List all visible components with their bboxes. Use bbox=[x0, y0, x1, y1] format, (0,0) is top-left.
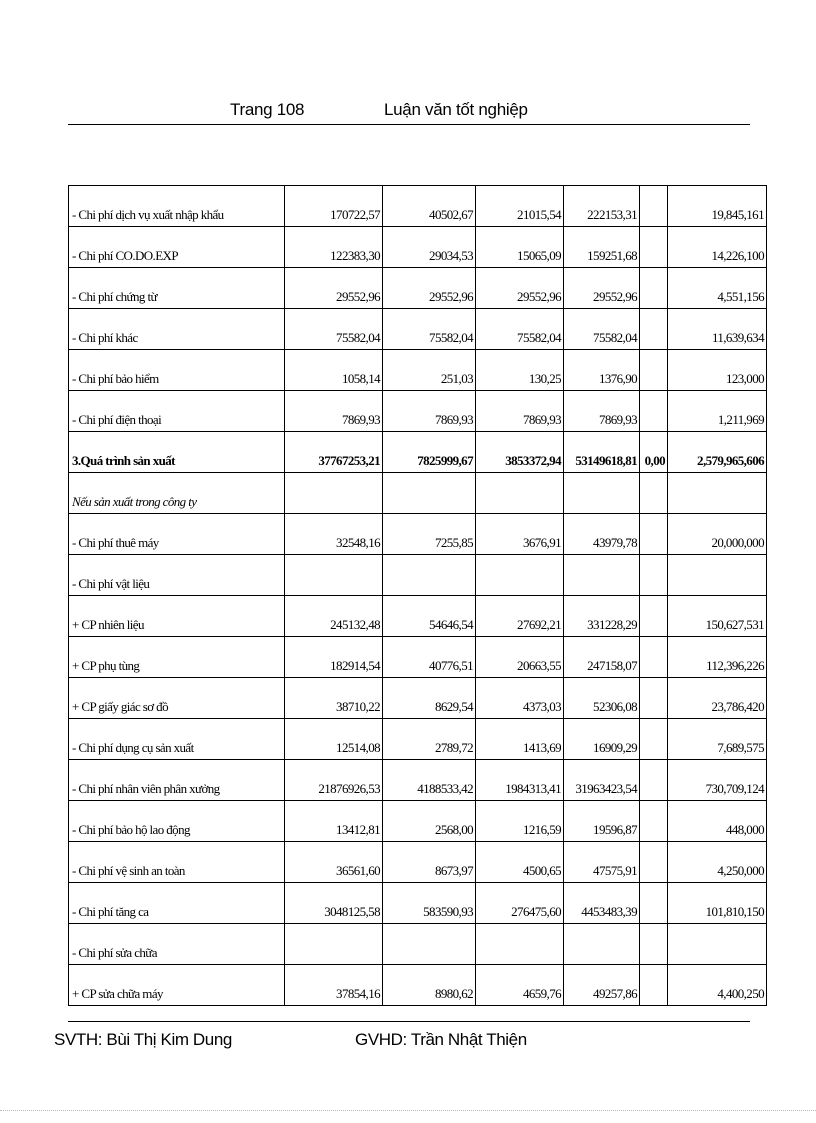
cell-value: 7869,93 bbox=[476, 391, 564, 432]
row-label: + CP phụ tùng bbox=[69, 637, 285, 678]
row-label: + CP sửa chữa máy bbox=[69, 965, 285, 1006]
cell-value: 2789,72 bbox=[383, 719, 476, 760]
cell-value: 1376,90 bbox=[564, 350, 640, 391]
cell-value: 16909,29 bbox=[564, 719, 640, 760]
row-label: - Chi phí nhân viên phân xưởng bbox=[69, 760, 285, 801]
cell-value: 4,250,000 bbox=[668, 842, 767, 883]
cell-value: 75582,04 bbox=[285, 309, 383, 350]
cell-value: 112,396,226 bbox=[668, 637, 767, 678]
cell-value bbox=[476, 924, 564, 965]
cell-value bbox=[564, 924, 640, 965]
cell-value: 8629,54 bbox=[383, 678, 476, 719]
document-title: Luận văn tốt nghiệp bbox=[384, 100, 528, 119]
cell-value: 159251,68 bbox=[564, 227, 640, 268]
cell-value: 14,226,100 bbox=[668, 227, 767, 268]
cell-value bbox=[640, 309, 668, 350]
cell-value bbox=[640, 678, 668, 719]
cell-value bbox=[640, 637, 668, 678]
cell-value: 1058,14 bbox=[285, 350, 383, 391]
cell-value: 2,579,965,606 bbox=[668, 432, 767, 473]
cell-value: 8673,97 bbox=[383, 842, 476, 883]
cell-value: 3676,91 bbox=[476, 514, 564, 555]
cell-value: 75582,04 bbox=[383, 309, 476, 350]
cell-value bbox=[640, 760, 668, 801]
cell-value: 20663,55 bbox=[476, 637, 564, 678]
cell-value: 36561,60 bbox=[285, 842, 383, 883]
cell-value: 40776,51 bbox=[383, 637, 476, 678]
cell-value: 32548,16 bbox=[285, 514, 383, 555]
cell-value: 4,551,156 bbox=[668, 268, 767, 309]
cell-value: 75582,04 bbox=[476, 309, 564, 350]
cell-value: 8980,62 bbox=[383, 965, 476, 1006]
cell-value: 37854,16 bbox=[285, 965, 383, 1006]
cell-value: 247158,07 bbox=[564, 637, 640, 678]
page-number: Trang 108 bbox=[230, 100, 305, 119]
cell-value bbox=[285, 924, 383, 965]
row-label: - Chi phí bảo hiểm bbox=[69, 350, 285, 391]
cell-value: 448,000 bbox=[668, 801, 767, 842]
table-row bbox=[69, 268, 767, 309]
cell-value: 29552,96 bbox=[383, 268, 476, 309]
cell-value: 29552,96 bbox=[476, 268, 564, 309]
cell-value bbox=[640, 350, 668, 391]
table-row bbox=[69, 309, 767, 350]
row-label: - Chi phí dụng cụ sản xuất bbox=[69, 719, 285, 760]
page-edge-divider bbox=[0, 1110, 816, 1111]
table-row bbox=[69, 473, 767, 514]
cell-value: 4500,65 bbox=[476, 842, 564, 883]
cell-value: 19596,87 bbox=[564, 801, 640, 842]
table-row bbox=[69, 555, 767, 596]
cell-value: 29552,96 bbox=[564, 268, 640, 309]
cell-value: 38710,22 bbox=[285, 678, 383, 719]
cell-value: 123,000 bbox=[668, 350, 767, 391]
row-label: + CP giấy giác sơ đồ bbox=[69, 678, 285, 719]
cell-value: 1,211,969 bbox=[668, 391, 767, 432]
cell-value bbox=[640, 555, 668, 596]
cell-value: 19,845,161 bbox=[668, 186, 767, 227]
cell-value: 12514,08 bbox=[285, 719, 383, 760]
cell-value bbox=[668, 473, 767, 514]
cost-table bbox=[68, 185, 767, 1006]
row-label: Nếu sản xuất trong công ty bbox=[69, 473, 285, 514]
table-row bbox=[69, 760, 767, 801]
cell-value: 2568,00 bbox=[383, 801, 476, 842]
table-row bbox=[69, 637, 767, 678]
cell-value bbox=[640, 473, 668, 514]
cell-value: 54646,54 bbox=[383, 596, 476, 637]
table-row bbox=[69, 514, 767, 555]
cell-value: 3048125,58 bbox=[285, 883, 383, 924]
cell-value bbox=[640, 268, 668, 309]
cell-value: 7869,93 bbox=[383, 391, 476, 432]
cell-value: 7255,85 bbox=[383, 514, 476, 555]
cell-value: 1984313,41 bbox=[476, 760, 564, 801]
cell-value: 245132,48 bbox=[285, 596, 383, 637]
table-row bbox=[69, 965, 767, 1006]
cell-value: 222153,31 bbox=[564, 186, 640, 227]
cell-value: 122383,30 bbox=[285, 227, 383, 268]
cell-value bbox=[383, 555, 476, 596]
row-label: - Chi phí điện thoại bbox=[69, 391, 285, 432]
cell-value: 40502,67 bbox=[383, 186, 476, 227]
cell-value: 20,000,000 bbox=[668, 514, 767, 555]
cell-value bbox=[668, 924, 767, 965]
row-label: - Chi phí bảo hộ lao động bbox=[69, 801, 285, 842]
row-label: - Chi phí khác bbox=[69, 309, 285, 350]
cell-value bbox=[640, 391, 668, 432]
cell-value: 13412,81 bbox=[285, 801, 383, 842]
cell-value: 130,25 bbox=[476, 350, 564, 391]
page-footer bbox=[54, 1021, 750, 1049]
cell-value bbox=[476, 555, 564, 596]
table-body bbox=[69, 186, 767, 1006]
cell-value: 37767253,21 bbox=[285, 432, 383, 473]
table-row bbox=[69, 883, 767, 924]
cell-value: 27692,21 bbox=[476, 596, 564, 637]
cell-value: 15065,09 bbox=[476, 227, 564, 268]
advisor-name: GVHD: Trần Nhật Thiện bbox=[355, 1030, 527, 1049]
cell-value bbox=[640, 801, 668, 842]
cell-value bbox=[640, 924, 668, 965]
cell-value: 276475,60 bbox=[476, 883, 564, 924]
cell-value bbox=[383, 924, 476, 965]
table-row bbox=[69, 227, 767, 268]
cell-value bbox=[564, 473, 640, 514]
cell-value: 251,03 bbox=[383, 350, 476, 391]
row-label: - Chi phí vệ sinh an toàn bbox=[69, 842, 285, 883]
row-label: - Chi phí chứng từ bbox=[69, 268, 285, 309]
table-row bbox=[69, 801, 767, 842]
cell-value: 7869,93 bbox=[564, 391, 640, 432]
row-label: - Chi phí sửa chữa bbox=[69, 924, 285, 965]
cell-value: 583590,93 bbox=[383, 883, 476, 924]
cell-value bbox=[640, 883, 668, 924]
cell-value bbox=[383, 473, 476, 514]
cell-value bbox=[640, 514, 668, 555]
table-row bbox=[69, 596, 767, 637]
cell-value: 53149618,81 bbox=[564, 432, 640, 473]
cell-value: 47575,91 bbox=[564, 842, 640, 883]
cell-value: 7,689,575 bbox=[668, 719, 767, 760]
cell-value: 7869,93 bbox=[285, 391, 383, 432]
cell-value: 43979,78 bbox=[564, 514, 640, 555]
cell-value: 150,627,531 bbox=[668, 596, 767, 637]
cell-value: 21876926,53 bbox=[285, 760, 383, 801]
cell-value bbox=[668, 555, 767, 596]
row-label: - Chi phí vật liệu bbox=[69, 555, 285, 596]
cell-value: 0,00 bbox=[640, 432, 668, 473]
cell-value: 182914,54 bbox=[285, 637, 383, 678]
cell-value: 49257,86 bbox=[564, 965, 640, 1006]
row-label: - Chi phí CO.DO.EXP bbox=[69, 227, 285, 268]
table-row bbox=[69, 678, 767, 719]
table-row bbox=[69, 186, 767, 227]
cell-value: 1216,59 bbox=[476, 801, 564, 842]
cell-value bbox=[640, 842, 668, 883]
table-row bbox=[69, 719, 767, 760]
cell-value: 170722,57 bbox=[285, 186, 383, 227]
table-row bbox=[69, 350, 767, 391]
cell-value bbox=[640, 596, 668, 637]
cell-value bbox=[564, 555, 640, 596]
page-header bbox=[68, 96, 750, 125]
cell-value: 23,786,420 bbox=[668, 678, 767, 719]
row-label: + CP nhiên liệu bbox=[69, 596, 285, 637]
cell-value bbox=[640, 227, 668, 268]
student-name: SVTH: Bùi Thị Kim Dung bbox=[54, 1030, 232, 1049]
cell-value: 730,709,124 bbox=[668, 760, 767, 801]
cell-value bbox=[285, 555, 383, 596]
table-row bbox=[69, 391, 767, 432]
cell-value: 21015,54 bbox=[476, 186, 564, 227]
cell-value: 101,810,150 bbox=[668, 883, 767, 924]
table-row bbox=[69, 924, 767, 965]
row-label: - Chi phí thuê máy bbox=[69, 514, 285, 555]
cell-value: 75582,04 bbox=[564, 309, 640, 350]
cell-value: 4659,76 bbox=[476, 965, 564, 1006]
cell-value: 4453483,39 bbox=[564, 883, 640, 924]
cell-value: 331228,29 bbox=[564, 596, 640, 637]
cell-value: 3853372,94 bbox=[476, 432, 564, 473]
cell-value bbox=[285, 473, 383, 514]
cell-value bbox=[476, 473, 564, 514]
cell-value: 29552,96 bbox=[285, 268, 383, 309]
cell-value: 31963423,54 bbox=[564, 760, 640, 801]
cell-value: 52306,08 bbox=[564, 678, 640, 719]
row-label: 3.Quá trình sản xuất bbox=[69, 432, 285, 473]
cell-value: 1413,69 bbox=[476, 719, 564, 760]
table-row bbox=[69, 842, 767, 883]
cell-value: 29034,53 bbox=[383, 227, 476, 268]
cell-value bbox=[640, 719, 668, 760]
cell-value: 4,400,250 bbox=[668, 965, 767, 1006]
row-label: - Chi phí dịch vụ xuất nhập khẩu bbox=[69, 186, 285, 227]
cell-value: 7825999,67 bbox=[383, 432, 476, 473]
cell-value bbox=[640, 186, 668, 227]
cell-value: 4188533,42 bbox=[383, 760, 476, 801]
cell-value: 4373,03 bbox=[476, 678, 564, 719]
cell-value: 11,639,634 bbox=[668, 309, 767, 350]
row-label: - Chi phí tăng ca bbox=[69, 883, 285, 924]
cell-value bbox=[640, 965, 668, 1006]
table-row bbox=[69, 432, 767, 473]
